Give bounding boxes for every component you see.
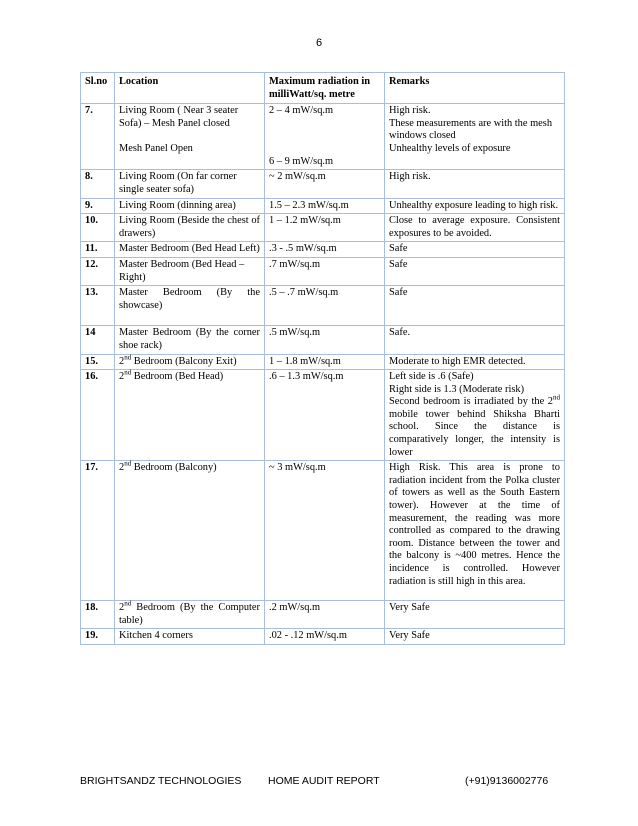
- remark-line: High risk.: [389, 105, 431, 117]
- row-slno: 16.: [81, 370, 115, 461]
- ordinal-number: 2: [119, 602, 125, 614]
- ordinal-suffix: nd: [124, 599, 132, 608]
- row-location: [115, 601, 265, 629]
- row-radiation: 1.5 – 2.3 mW/sq.m: [265, 198, 385, 214]
- table-row: [81, 461, 565, 601]
- spacer: [119, 130, 260, 143]
- footer-company: BRIGHTSANDZ TECHNOLOGIES: [80, 775, 242, 787]
- row-remarks: Safe: [385, 242, 565, 258]
- radiation-closed: 2 – 4 mW/sq.m: [269, 105, 334, 117]
- row-slno: 12.: [81, 257, 115, 285]
- header-location: Location: [115, 73, 265, 104]
- row-radiation: 1 – 1.8 mW/sq.m: [265, 354, 385, 370]
- table-row: [81, 104, 565, 170]
- row-location: [115, 370, 265, 461]
- row-location: Master Bedroom (By the corner shoe rack): [115, 326, 265, 354]
- row-slno: 15.: [81, 354, 115, 370]
- remark-line: These measurements are with the mesh windows closed: [389, 117, 553, 142]
- row-slno: 19.: [81, 629, 115, 645]
- radiation-table: [80, 72, 565, 645]
- ordinal-suffix: nd: [553, 393, 560, 402]
- table-row: [81, 198, 565, 214]
- remark-text: Second bedroom is irradiated by the 2: [389, 396, 553, 408]
- row-slno: 8.: [81, 170, 115, 198]
- row-slno: 13.: [81, 286, 115, 326]
- ordinal-number: 2: [119, 462, 125, 474]
- row-radiation: .5 – .7 mW/sq.m: [265, 286, 385, 326]
- row-slno: 10.: [81, 214, 115, 242]
- row-remarks: Moderate to high EMR detected.: [385, 354, 565, 370]
- row-slno: 9.: [81, 198, 115, 214]
- row-remarks: Very Safe: [385, 629, 565, 645]
- row-location: Master Bedroom (By the showcase): [115, 286, 265, 326]
- location-text: Bedroom (By the Computer table): [119, 602, 260, 626]
- ordinal-suffix: nd: [124, 459, 132, 468]
- remark-line: Unhealthy levels of exposure: [389, 142, 511, 154]
- row-remarks: Unhealthy exposure leading to high risk.: [385, 198, 565, 214]
- table-row: [81, 286, 565, 326]
- table-row: [81, 242, 565, 258]
- table-header-row: [81, 73, 565, 104]
- row-remarks: Close to average exposure. Consistent exposures to be avoided.: [385, 214, 565, 242]
- table-row: [81, 170, 565, 198]
- row-location: Living Room (dinning area): [115, 198, 265, 214]
- row-remarks: [385, 370, 565, 461]
- footer-report-title: HOME AUDIT REPORT: [268, 775, 380, 787]
- footer-phone: (+91)9136002776: [465, 775, 549, 787]
- row-slno: 17.: [81, 461, 115, 601]
- row-location: Living Room (On far corner single seater sofa): [115, 170, 265, 198]
- table-row: [81, 629, 565, 645]
- table-row: [81, 601, 565, 629]
- row-radiation: .2 mW/sq.m: [265, 601, 385, 629]
- row-radiation: .02 - .12 mW/sq.m: [265, 629, 385, 645]
- location-text: Bedroom (Balcony Exit): [131, 355, 237, 367]
- page-number: 6: [315, 37, 323, 49]
- header-radiation: Maximum radiation in milliWatt/sq. metre: [265, 73, 385, 104]
- location-text: Bedroom (Balcony): [131, 462, 217, 474]
- ordinal-number: 2: [119, 355, 125, 367]
- row-radiation: [265, 104, 385, 170]
- table-row: [81, 257, 565, 285]
- row-radiation: .7 mW/sq.m: [265, 257, 385, 285]
- row-radiation: ~ 2 mW/sq.m: [265, 170, 385, 198]
- remark-line: Left side is .6 (Safe): [389, 371, 474, 383]
- header-remarks: Remarks: [385, 73, 565, 104]
- remark-text: mobile tower behind Shiksha Bharti school. Since the distance is comparatively longer, the intensity is lower: [389, 408, 560, 458]
- location-closed: Living Room ( Near 3 seater Sofa) – Mesh Panel closed: [119, 105, 239, 129]
- row-location: Living Room (Beside the chest of drawers): [115, 214, 265, 242]
- row-remarks: High risk.: [385, 170, 565, 198]
- row-radiation: ~ 3 mW/sq.m: [265, 461, 385, 601]
- row-location: Kitchen 4 corners: [115, 629, 265, 645]
- row-location: Master Bedroom (Bed Head Left): [115, 242, 265, 258]
- row-radiation: .6 – 1.3 mW/sq.m: [265, 370, 385, 461]
- row-remarks: [385, 104, 565, 170]
- row-location: [115, 354, 265, 370]
- row-location: [115, 461, 265, 601]
- row-slno: 18.: [81, 601, 115, 629]
- row-remarks: Very Safe: [385, 601, 565, 629]
- row-radiation: .3 - .5 mW/sq.m: [265, 242, 385, 258]
- row-slno: 11.: [81, 242, 115, 258]
- ordinal-suffix: nd: [124, 353, 132, 362]
- page-footer: [0, 775, 638, 791]
- row-remarks: Safe: [385, 257, 565, 285]
- radiation-open: 6 – 9 mW/sq.m: [269, 155, 334, 167]
- remark-paragraph: [389, 393, 560, 459]
- row-radiation: 1 – 1.2 mW/sq.m: [265, 214, 385, 242]
- table-row: [81, 370, 565, 461]
- row-radiation: .5 mW/sq.m: [265, 326, 385, 354]
- row-remarks: Safe.: [385, 326, 565, 354]
- ordinal-number: 2: [119, 371, 125, 383]
- row-slno: 14: [81, 326, 115, 354]
- row-location: [115, 104, 265, 170]
- ordinal-suffix: nd: [124, 368, 132, 377]
- row-location: Master Bedroom (Bed Head – Right): [115, 257, 265, 285]
- table-row: [81, 326, 565, 354]
- location-text: Bedroom (Bed Head): [131, 371, 224, 383]
- row-remarks: Safe: [385, 286, 565, 326]
- spacer: [269, 118, 380, 156]
- table-row: [81, 214, 565, 242]
- header-slno: Sl.no: [81, 73, 115, 104]
- remark-line: Right side is 1.3 (Moderate risk): [389, 383, 525, 395]
- row-remarks: High Risk. This area is prone to radiation incident from the Polka cluster of towers as well as the South Eastern tower). However at the time of measurement, the reading was more controlled as compared to the drawing room. Distance between the tower and the balcony is ~400 metres. Hence the incidence is controlled. However radiation is still high in this area.: [385, 461, 565, 601]
- location-open: Mesh Panel Open: [119, 143, 193, 155]
- row-slno: 7.: [81, 104, 115, 170]
- table-row: [81, 354, 565, 370]
